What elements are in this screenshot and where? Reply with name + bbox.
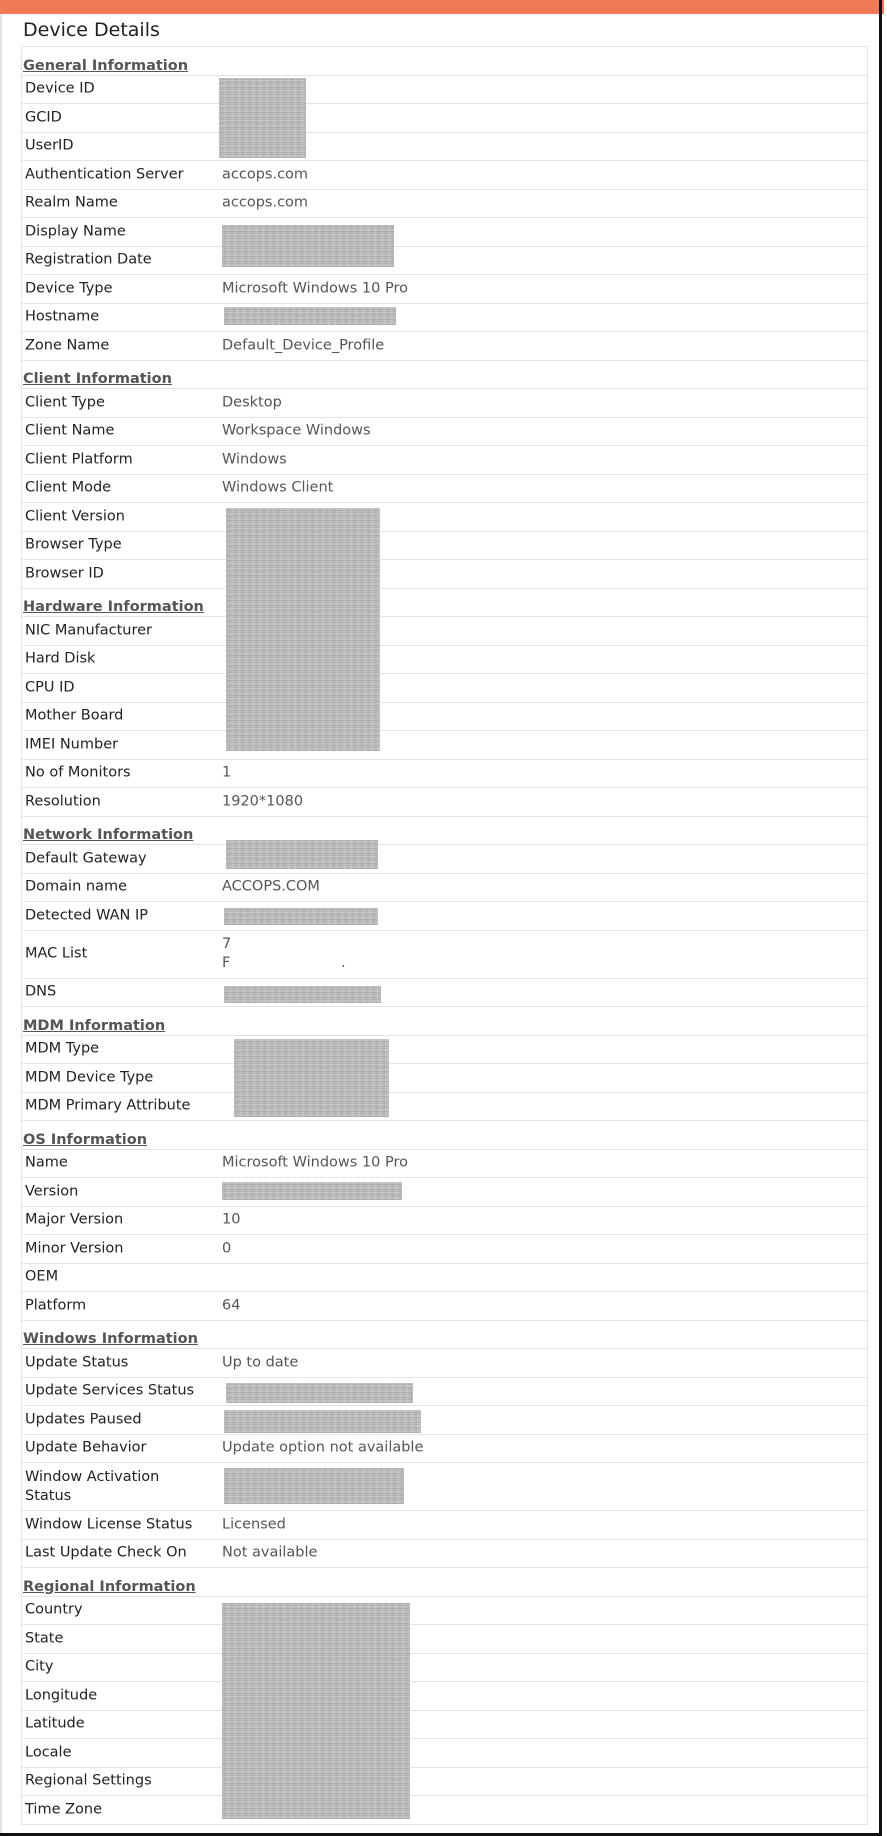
detail-value: Up to date <box>222 1354 299 1371</box>
detail-row <box>22 1597 867 1626</box>
detail-label: Zone Name <box>25 337 110 354</box>
detail-label: City <box>25 1658 54 1675</box>
detail-label: UserID <box>25 137 74 154</box>
detail-row <box>22 1540 867 1569</box>
detail-row <box>22 1207 867 1236</box>
detail-row <box>22 1093 867 1122</box>
detail-row <box>22 1406 867 1435</box>
detail-row <box>22 304 867 333</box>
section-header-general <box>22 47 867 76</box>
detail-row <box>22 1682 867 1711</box>
detail-row <box>22 1768 867 1797</box>
detail-row <box>22 218 867 247</box>
detail-value: 1920*1080 <box>222 793 304 810</box>
detail-value: Default_Device_Profile <box>222 337 385 354</box>
detail-label: Major Version <box>25 1211 124 1228</box>
section-header-client <box>22 361 867 390</box>
detail-row <box>22 161 867 190</box>
section-header-hardware <box>22 589 867 618</box>
section-title: OS Information <box>23 1131 148 1148</box>
detail-value: Microsoft Windows 10 Pro <box>222 1154 408 1171</box>
section-title: General Information <box>23 57 189 74</box>
redacted-activation-status <box>224 1468 404 1504</box>
detail-label: NIC Manufacturer <box>25 622 152 639</box>
detail-label: No of Monitors <box>25 764 131 781</box>
detail-label: DNS <box>25 983 57 1000</box>
section-title: Client Information <box>23 371 172 387</box>
detail-label: Regional Settings <box>25 1772 152 1789</box>
detail-row <box>22 446 867 475</box>
detail-row <box>22 418 867 447</box>
detail-label: Default Gateway <box>25 850 147 867</box>
detail-label: Client Version <box>25 508 125 525</box>
detail-label: Time Zone <box>25 1801 103 1818</box>
detail-label: Client Name <box>25 422 115 439</box>
detail-label: Client Mode <box>25 479 112 496</box>
detail-row <box>22 617 867 646</box>
detail-row <box>22 1511 867 1540</box>
detail-row <box>22 674 867 703</box>
detail-row <box>22 731 867 760</box>
detail-label: Update Status <box>25 1354 129 1371</box>
detail-row <box>22 247 867 276</box>
detail-row <box>22 760 867 789</box>
detail-label: Domain name <box>25 878 127 895</box>
detail-label: Minor Version <box>25 1240 124 1257</box>
section-header-network <box>22 817 867 846</box>
section-header-mdm <box>22 1007 867 1036</box>
section-title: Windows Information <box>23 1331 198 1347</box>
detail-row <box>22 1796 867 1825</box>
device-details-table <box>21 46 868 1825</box>
redacted-wan-ip <box>224 908 378 925</box>
redacted-dns <box>224 986 381 1003</box>
detail-value: accops.com <box>222 194 309 211</box>
detail-row <box>22 788 867 817</box>
detail-label: State <box>25 1630 64 1647</box>
redacted-mdm <box>234 1039 389 1117</box>
detail-label: Updates Paused <box>25 1411 142 1428</box>
detail-value: 10 <box>222 1211 241 1228</box>
detail-row <box>22 845 867 874</box>
section-title: Network Information <box>23 827 194 843</box>
detail-label: Hostname <box>25 308 100 325</box>
detail-row <box>22 190 867 219</box>
dialog-left-edge <box>0 14 3 1836</box>
detail-row <box>22 1064 867 1093</box>
detail-row <box>22 1739 867 1768</box>
detail-value: Not available <box>222 1544 318 1561</box>
detail-row <box>22 275 867 304</box>
detail-row <box>22 503 867 532</box>
detail-label: Browser Type <box>25 536 122 553</box>
detail-label: Country <box>25 1601 83 1618</box>
redacted-hostname <box>224 307 396 325</box>
detail-row <box>22 1235 867 1264</box>
detail-row <box>22 1378 867 1407</box>
redacted-client-browser <box>226 508 380 751</box>
detail-label: MDM Type <box>25 1040 100 1057</box>
detail-value: ACCOPS.COM <box>222 878 320 895</box>
detail-label: Version <box>25 1183 79 1200</box>
detail-label: Device ID <box>25 80 95 97</box>
redacted-update-services <box>226 1383 413 1403</box>
detail-value: 1 <box>222 764 232 781</box>
detail-label: Client Type <box>25 394 105 411</box>
detail-label: Update Services Status <box>25 1382 195 1399</box>
detail-row <box>22 1178 867 1207</box>
detail-value: Licensed <box>222 1516 286 1533</box>
detail-row <box>22 646 867 675</box>
redacted-updates-paused <box>224 1410 421 1433</box>
detail-value: 64 <box>222 1297 241 1314</box>
detail-row <box>22 1654 867 1683</box>
section-header-windows <box>22 1321 867 1350</box>
section-title: Regional Information <box>23 1578 196 1595</box>
detail-row <box>22 104 867 133</box>
detail-label: Registration Date <box>25 251 152 268</box>
detail-label: GCID <box>25 109 62 126</box>
redacted-general-ids <box>219 78 306 158</box>
section-title: MDM Information <box>23 1017 166 1034</box>
detail-row <box>22 1349 867 1378</box>
detail-value: Microsoft Windows 10 Pro <box>222 280 408 297</box>
detail-label: Name <box>25 1154 68 1171</box>
detail-label: Update Behavior <box>25 1439 147 1456</box>
detail-label: Mother Board <box>25 707 124 724</box>
section-header-regional <box>22 1568 867 1597</box>
dialog-header-bar <box>0 0 884 14</box>
dialog-right-border <box>879 0 882 1836</box>
detail-row <box>22 874 867 903</box>
detail-label: Latitude <box>25 1715 85 1732</box>
detail-label: Locale <box>25 1744 72 1761</box>
detail-label: Window Activation Status <box>25 1468 160 1504</box>
detail-row <box>22 133 867 162</box>
detail-value: 7 F . <box>222 936 346 971</box>
detail-value: Windows Client <box>222 479 334 496</box>
detail-label: Last Update Check On <box>25 1544 187 1561</box>
detail-row <box>22 979 867 1008</box>
detail-row <box>22 1625 867 1654</box>
detail-label: Longitude <box>25 1687 98 1704</box>
detail-value: Workspace Windows <box>222 422 371 439</box>
detail-row <box>22 560 867 589</box>
detail-value: Desktop <box>222 394 282 411</box>
detail-label: Resolution <box>25 793 101 810</box>
detail-row <box>22 389 867 418</box>
redacted-display-name <box>222 225 394 267</box>
detail-row <box>22 76 867 105</box>
detail-row <box>22 1711 867 1740</box>
detail-row <box>22 703 867 732</box>
redacted-default-gateway <box>226 840 378 869</box>
detail-row <box>22 1463 867 1511</box>
detail-value: 0 <box>222 1240 232 1257</box>
detail-label: Detected WAN IP <box>25 907 149 924</box>
detail-value: Windows <box>222 451 287 468</box>
detail-row <box>22 931 867 979</box>
detail-row <box>22 475 867 504</box>
detail-label: IMEI Number <box>25 736 119 753</box>
detail-label: OEM <box>25 1268 59 1285</box>
detail-label: Client Platform <box>25 451 133 468</box>
detail-value: Update option not available <box>222 1439 424 1456</box>
detail-row <box>22 1292 867 1321</box>
detail-label: Browser ID <box>25 565 104 582</box>
detail-label: MAC List <box>25 945 88 962</box>
detail-label: Device Type <box>25 280 113 297</box>
detail-label: Authentication Server <box>25 166 184 183</box>
detail-label: CPU ID <box>25 679 75 696</box>
detail-row <box>22 1264 867 1293</box>
detail-label: Platform <box>25 1297 87 1314</box>
section-title: Hardware Information <box>23 599 204 615</box>
detail-row <box>22 532 867 561</box>
detail-row <box>22 1150 867 1179</box>
detail-label: Realm Name <box>25 194 118 211</box>
detail-label: MDM Primary Attribute <box>25 1097 191 1114</box>
detail-row <box>22 902 867 931</box>
detail-label: Display Name <box>25 223 126 240</box>
detail-label: Hard Disk <box>25 650 96 667</box>
detail-value: accops.com <box>222 166 309 183</box>
detail-label: MDM Device Type <box>25 1069 154 1086</box>
detail-row <box>22 1036 867 1065</box>
redacted-os-version <box>222 1182 402 1200</box>
section-header-os <box>22 1121 867 1150</box>
redacted-regional <box>222 1603 410 1819</box>
detail-row <box>22 1435 867 1464</box>
dialog-title: Device Details <box>23 19 160 41</box>
detail-row <box>22 332 867 361</box>
detail-label: Window License Status <box>25 1516 193 1533</box>
